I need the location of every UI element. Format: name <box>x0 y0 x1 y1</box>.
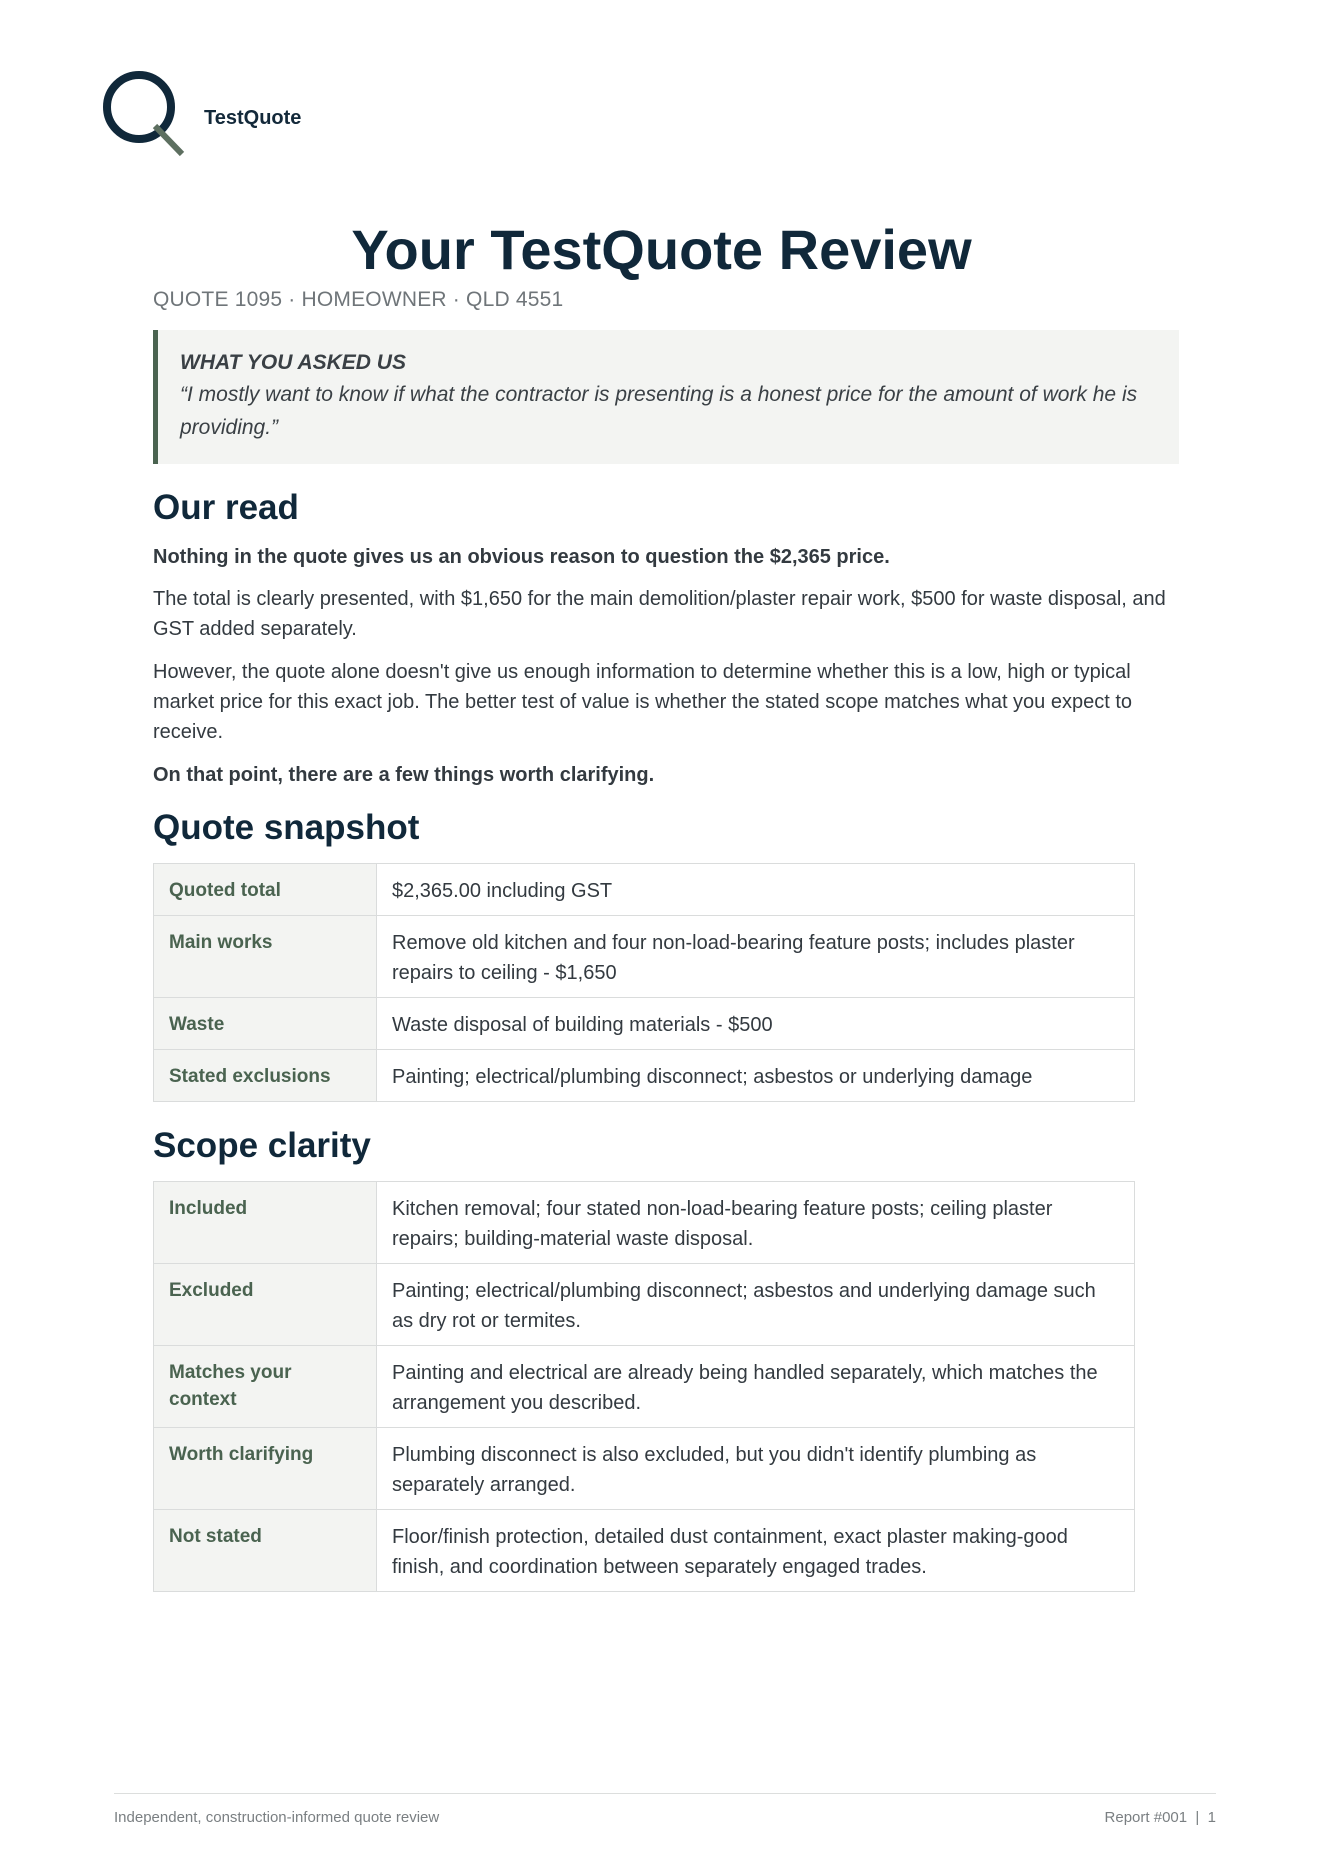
row-label: Main works <box>154 916 377 998</box>
row-label: Included <box>154 1182 377 1264</box>
table-row <box>154 1428 1135 1510</box>
row-label: Quoted total <box>154 864 377 916</box>
table-row <box>154 1510 1135 1592</box>
footer-divider <box>114 1793 1216 1794</box>
row-label: Matches your context <box>154 1346 377 1428</box>
row-label: Waste <box>154 998 377 1050</box>
row-label: Stated exclusions <box>154 1050 377 1102</box>
scope-table <box>153 1181 1135 1592</box>
row-value: Remove old kitchen and four non-load-bearing feature posts; includes plaster repairs to ceiling - $1,650 <box>377 916 1135 998</box>
row-label: Not stated <box>154 1510 377 1592</box>
scope-heading: Scope clarity <box>153 1126 371 1165</box>
footer-report-number: Report #001 | 1 <box>1104 1809 1216 1826</box>
report-content <box>153 484 1183 1592</box>
row-value: Floor/finish protection, detailed dust containment, exact plaster making-good finish, and coordination between separately engaged trades. <box>377 1510 1135 1592</box>
callout-label: WHAT YOU ASKED US <box>180 351 406 374</box>
table-row <box>154 1050 1135 1102</box>
footer-tagline: Independent, construction-informed quote review <box>114 1809 440 1826</box>
testquote-logo-icon <box>100 68 190 158</box>
row-value: $2,365.00 including GST <box>377 864 1135 916</box>
row-value: Waste disposal of building materials - $500 <box>377 998 1135 1050</box>
snapshot-heading: Quote snapshot <box>153 808 420 847</box>
our-read-lead: Nothing in the quote gives us an obvious reason to question the $2,365 price. <box>153 546 890 568</box>
our-read-paragraph-1: The total is clearly presented, with $1,650 for the main demolition/plaster repair work, $500 for waste disposal, and GST added separately. <box>153 588 1166 640</box>
table-row <box>154 916 1135 998</box>
table-row <box>154 998 1135 1050</box>
callout-quote: “I mostly want to know if what the contractor is presenting is a honest price for the amount of work he is providing.” <box>180 383 1138 439</box>
table-row <box>154 864 1135 916</box>
question-callout <box>153 330 1179 464</box>
row-label: Worth clarifying <box>154 1428 377 1510</box>
row-label: Excluded <box>154 1264 377 1346</box>
quote-meta: QUOTE 1095 · HOMEOWNER · QLD 4551 <box>153 288 564 311</box>
row-value: Painting and electrical are already being handled separately, which matches the arrangement you described. <box>377 1346 1135 1428</box>
row-value: Painting; electrical/plumbing disconnect; asbestos or underlying damage <box>377 1050 1135 1102</box>
our-read-paragraph-2: However, the quote alone doesn't give us enough information to determine whether this is a low, high or typical market price for this exact job. The better test of value is whether the stated scope matches what you expect to receive. <box>153 661 1133 743</box>
row-value: Kitchen removal; four stated non-load-bearing feature posts; ceiling plaster repairs; building-material waste disposal. <box>377 1182 1135 1264</box>
table-row <box>154 1182 1135 1264</box>
our-read-heading: Our read <box>153 488 299 527</box>
table-row <box>154 1264 1135 1346</box>
our-read-closing: On that point, there are a few things worth clarifying. <box>153 764 655 786</box>
page-title: Your TestQuote Review <box>351 218 972 281</box>
brand-name: TestQuote <box>204 107 302 129</box>
row-value: Painting; electrical/plumbing disconnect; asbestos and underlying damage such as dry rot or termites. <box>377 1264 1135 1346</box>
row-value: Plumbing disconnect is also excluded, but you didn't identify plumbing as separately arranged. <box>377 1428 1135 1510</box>
snapshot-table <box>153 863 1135 1102</box>
table-row <box>154 1346 1135 1428</box>
